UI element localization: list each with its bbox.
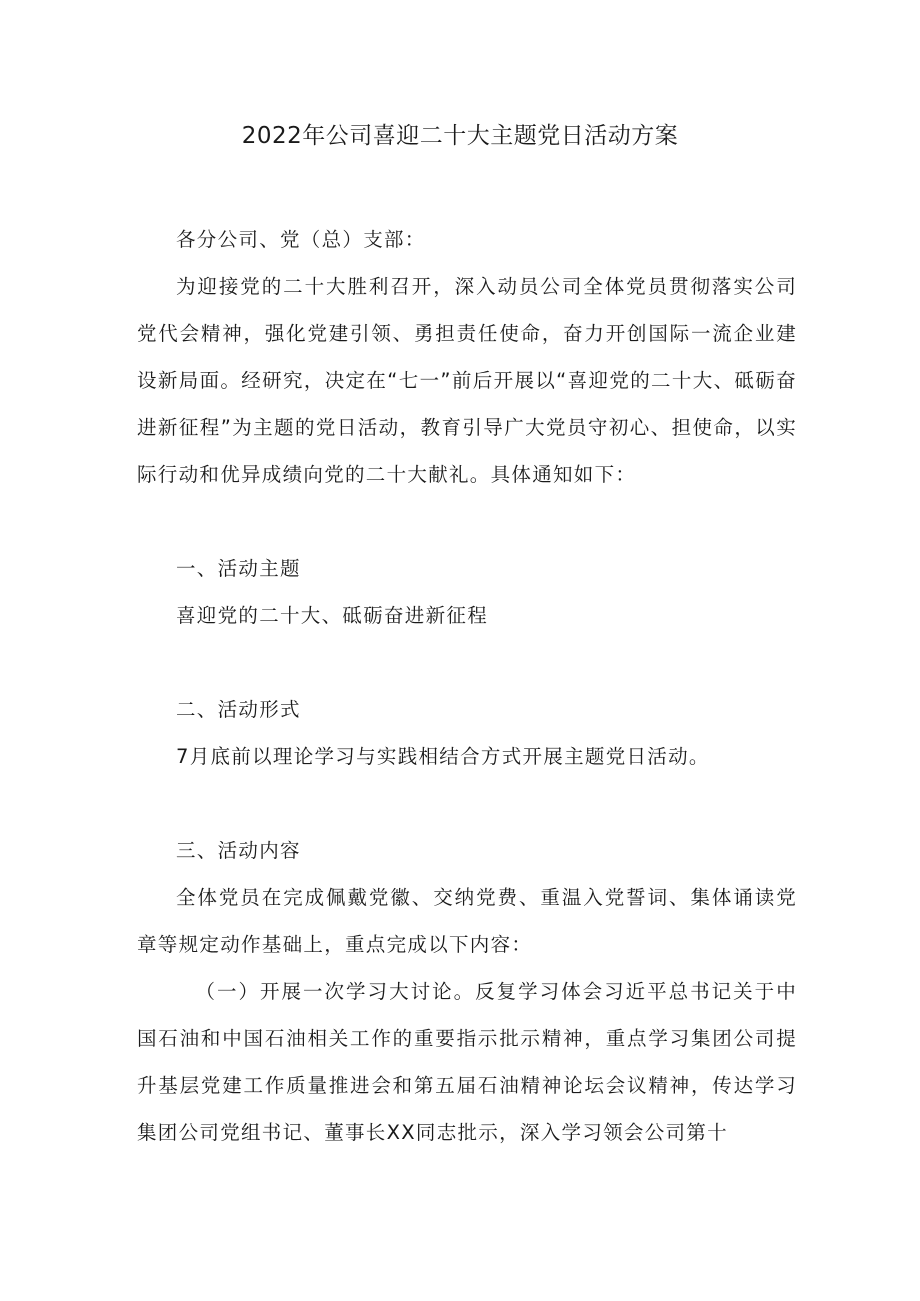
spacer — [137, 639, 797, 686]
salutation: 各分公司、党（总）支部： — [176, 228, 426, 251]
spacer — [137, 780, 797, 827]
intro-paragraph: 为迎接党的二十大胜利召开，深入动员公司全体党员贯彻落实公司党代会精神，强化党建引领、勇担责任使命，奋力开创国际一流企业建设新局面。经研究，决定在“七一”前后开展以“喜迎党的二十大、砥砺奋进新征程”为主题的党日活动，教育引导广大党员守初心、担使命，以实际行动和优异成绩向党的二十大献礼。具体通知如下： — [137, 275, 797, 486]
section-content-3: 全体党员在完成佩戴党徽、交纳党费、重温入党誓词、集体诵读党章等规定动作基础上，重点完成以下内容： — [137, 886, 797, 956]
section-heading-3: 三、活动内容 — [176, 839, 301, 862]
document-title: 2022年公司喜迎二十大主题党日活动方案 — [241, 123, 679, 149]
section-content-2: 7月底前以理论学习与实践相结合方式开展主题党日活动。 — [176, 745, 710, 768]
list-item-1: （一）开展一次学习大讨论。反复学习体会习近平总书记关于中国石油和中国石油相关工作的重要指示批示精神，重点学习集团公司提升基层党建工作质量推进会和第五届石油精神论坛会议精神，传达学习集团公司党组书记、董事长XX同志批示，深入学习领会公司第十 — [137, 980, 797, 1144]
section-content-1: 喜迎党的二十大、砥砺奋进新征程 — [176, 604, 489, 627]
document-body — [137, 216, 797, 1156]
section-heading-2: 二、活动形式 — [176, 698, 301, 721]
spacer — [137, 498, 797, 545]
section-heading-1: 一、活动主题 — [176, 557, 301, 580]
